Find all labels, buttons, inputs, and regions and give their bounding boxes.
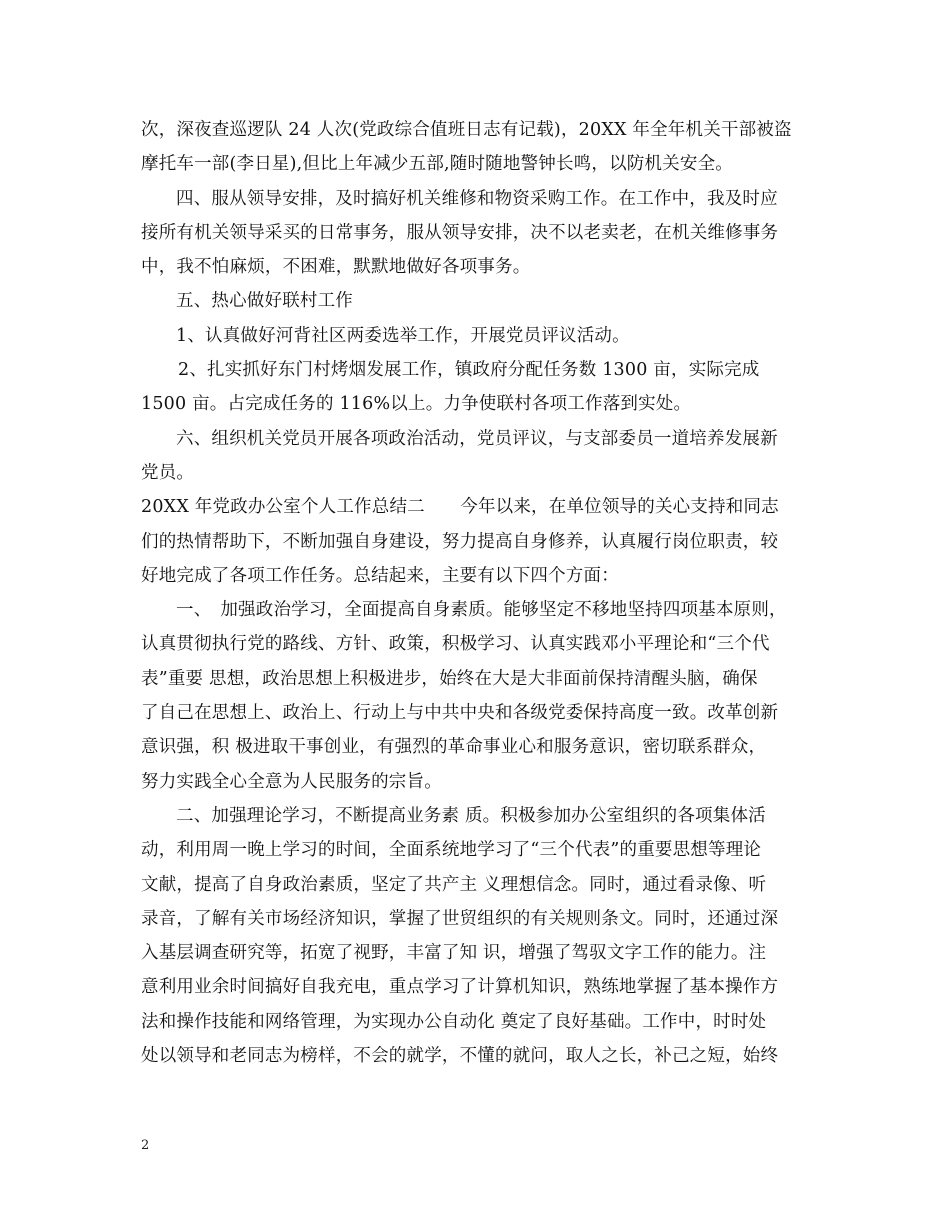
text-line: 法和操作技能和网络管理，为实现办公自动化 奠定了良好基础。工作中，时时处 <box>141 1011 767 1032</box>
text-line: 认真贯彻执行党的路线、方针、政策，积极学习、认真实践邓小平理论和“三个代 <box>141 634 770 655</box>
text-line: 动，利用周一晚上学习的时间，全面系统地学习了“三个代表”的重要思想等理论 <box>141 840 762 861</box>
page-number: 2 <box>141 1138 150 1153</box>
section-heading: 五、热心做好联村工作 <box>176 291 353 312</box>
document-subtitle-line: 20XX 年党政办公室个人工作总结二 今年以来，在单位领导的关心支持和同志 <box>141 497 779 518</box>
document-body <box>141 113 821 1073</box>
text-line: 录音，了解有关市场经济知识，掌握了世贸组织的有关规则条文。同时，还通过深 <box>141 908 779 929</box>
text-line: 党员。 <box>141 462 195 483</box>
text-line: 一、 加强政治学习，全面提高自身素质。能够坚定不移地坚持四项基本原则， <box>176 600 787 621</box>
text-line: 努力实践全心全意为人民服务的宗旨。 <box>141 771 442 792</box>
text-line: 们的热情帮助下，不断加强自身建设，努力提高自身修养，认真履行岗位职责，较 <box>141 531 779 552</box>
text-line: 意识强，积 极进取干事创业，有强烈的革命事业心和服务意识，密切联系群众， <box>141 737 767 758</box>
text-line: 表”重要 思想，政治思想上积极进步，始终在大是大非面前保持清醒头脑，确保 <box>141 668 758 689</box>
text-line: 摩托车一部(李日星),但比上年减少五部,随时随地警钟长鸣，以防机关安全。 <box>141 154 733 175</box>
text-line: 入基层调查研究等，拓宽了视野，丰富了知 识，增强了驾驭文字工作的能力。注 <box>141 943 767 964</box>
text-line: 了自己在思想上、政治上、行动上与中共中央和各级党委保持高度一致。改革创新 <box>141 703 779 724</box>
text-line: 六、组织机关党员开展各项政治活动，党员评议，与支部委员一道培养发展新 <box>176 428 778 449</box>
text-line: 2、扎实抓好东门村烤烟发展工作，镇政府分配任务数 1300 亩，实际完成 <box>178 360 760 381</box>
text-line: 次，深夜查巡逻队 24 人次(党政综合值班日志有记载)，20XX 年全年机关干部被盗 <box>141 120 792 140</box>
text-line: 好地完成了各项工作任务。总结起来，主要有以下四个方面： <box>141 565 619 586</box>
text-line: 四、服从领导安排，及时搞好机关维修和物资采购工作。在工作中，我及时应 <box>176 188 778 209</box>
text-line: 意利用业余时间搞好自我充电，重点学习了计算机知识，熟练地掌握了基本操作方 <box>141 977 779 998</box>
text-line: 中，我不怕麻烦，不困难，默默地做好各项事务。 <box>141 257 531 278</box>
text-line: 文献，提高了自身政治素质，坚定了共产主 义理想信念。同时，通过看录像、听 <box>141 874 767 895</box>
text-line: 接所有机关领导采买的日常事务，服从领导安排，决不以老卖老，在机关维修事务 <box>141 222 779 243</box>
text-line: 1、认真做好河背社区两委选举工作，开展党员评议活动。 <box>176 325 630 346</box>
text-line: 处以领导和老同志为榜样，不会的就学，不懂的就问，取人之长，补己之短，始终 <box>141 1046 779 1067</box>
text-line: 1500 亩。占完成任务的 116%以上。力争使联村各项工作落到实处。 <box>141 394 692 415</box>
text-line: 二、加强理论学习，不断提高业务素 质。积极参加办公室组织的各项集体活 <box>176 805 766 826</box>
